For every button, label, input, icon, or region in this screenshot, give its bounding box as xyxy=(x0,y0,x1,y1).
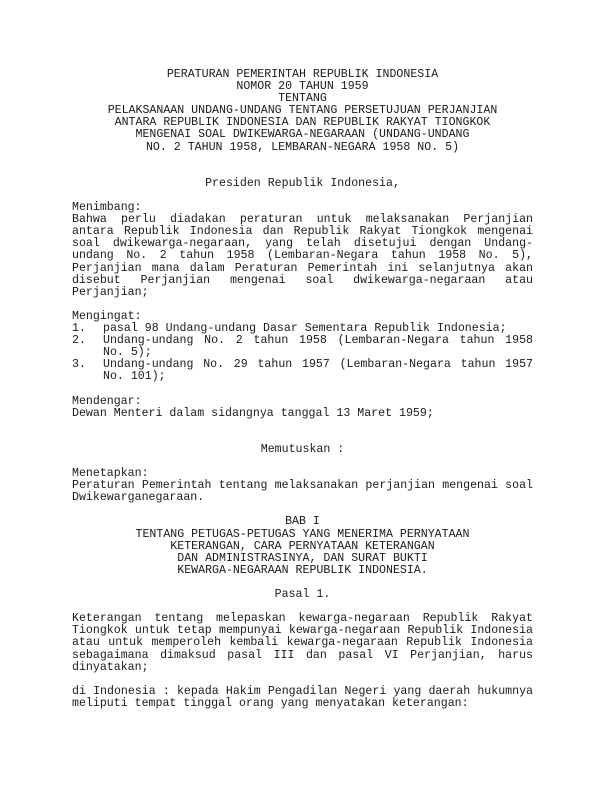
title-line: MENGENAI SOAL DWIKEWARGA-NEGARAAN (UNDANG-UNDANG xyxy=(135,128,470,142)
bab1-heading-line: BAB I xyxy=(285,515,320,529)
pasal1-text-line: sebagaimana dimaksud pasal III dan pasal VI Perjanjian, harus xyxy=(72,648,533,662)
bab1-heading-line: KEWARGA-NEGARAAN REPUBLIK INDONESIA. xyxy=(177,563,428,577)
salutation-line: Presiden Republik Indonesia, xyxy=(205,176,400,190)
list-item-line: Undang-undang No. 2 tahun 1958 (Lembaran-Negara tahun 1958 xyxy=(103,334,533,348)
list-item-number: 3. xyxy=(72,358,86,372)
menetapkan-text-line: Dwikewarganegaraan. xyxy=(72,491,205,505)
pasal1-heading: Pasal 1. xyxy=(274,588,331,602)
pasal1-text-line: atau untuk memperoleh kembali kewarga-negaraan Republik Indonesia xyxy=(72,636,533,650)
document-title xyxy=(72,69,533,154)
menimbang-label: Menimbang: xyxy=(72,201,142,215)
mengingat-label: Mengingat: xyxy=(72,309,142,323)
di-indonesia-paragraph xyxy=(72,686,533,710)
menimbang-text-line: Perjanjian; xyxy=(72,285,149,299)
pasal1-text-line: Tiongkok untuk tetap mempunyai kewarga-negaraan Republik Indonesia xyxy=(72,624,533,638)
pasal1-text-line: dinyatakan; xyxy=(72,660,149,674)
menetapkan-section xyxy=(72,468,533,504)
di-indonesia-text-line: meliputi tempat tinggal orang yang menyatakan keterangan: xyxy=(72,696,469,710)
mendengar-text-line: Dewan Menteri dalam sidangnya tanggal 13 Maret 1959; xyxy=(72,406,434,420)
title-line: PERATURAN PEMERINTAH REPUBLIK INDONESIA xyxy=(166,68,439,81)
list-item xyxy=(72,359,533,383)
pasal1-text-line: Keterangan tentang melepaskan kewarga-negaraan Republik Rakyat xyxy=(72,612,533,626)
title-line: NO. 2 TAHUN 1958, LEMBARAN-NEGARA 1958 NO. 5) xyxy=(145,140,460,154)
bab1-heading-line: DAN ADMINISTRASINYA, DAN SURAT BUKTI xyxy=(177,551,428,565)
menimbang-text-line: disebut Perjanjian mengenai soal dwikewarga-negaraan atau xyxy=(72,273,533,287)
menimbang-section xyxy=(72,202,533,299)
di-indonesia-text-line: di Indonesia : kepada Hakim Pengadilan Negeri yang daerah hukumnya xyxy=(72,684,533,698)
list-item xyxy=(72,335,533,359)
list-item-line: No. 101); xyxy=(103,370,166,384)
bab1-heading-line: TENTANG PETUGAS-PETUGAS YANG MENERIMA PERNYATAAN xyxy=(135,527,470,541)
menimbang-text-line: Perjanjian mana dalam Peraturan Pemerintah ini selanjutnya akan xyxy=(72,261,533,275)
menetapkan-label: Menetapkan: xyxy=(72,467,149,481)
list-item-line: pasal 98 Undang-undang Dasar Sementara Republik Indonesia; xyxy=(103,321,507,335)
menetapkan-text-line: Peraturan Pemerintah tentang melaksanakan perjanjian mengenai soal xyxy=(72,479,533,493)
menimbang-text-line: soal dwikewarga-negaraan, yang telah disetujui dengan Undang- xyxy=(72,237,533,251)
mendengar-label: Mendengar: xyxy=(72,394,142,408)
pasal1-paragraph xyxy=(72,613,533,673)
menimbang-text-line: Bahwa perlu diadakan peraturan untuk melaksanakan Perjanjian xyxy=(72,213,533,227)
title-line: NOMOR 20 TAHUN 1959 xyxy=(236,80,369,94)
bab1-heading xyxy=(72,516,533,576)
bab1-heading-line: KETERANGAN, CARA PERNYATAAN KETERANGAN xyxy=(170,539,435,553)
menimbang-text-line: undang No. 2 tahun 1958 (Lembaran-Negara tahun 1958 No. 5), xyxy=(72,249,533,263)
list-item-line: Undang-undang No. 29 tahun 1957 (Lembaran-Negara tahun 1957 xyxy=(103,358,533,372)
list-item-number: 1. xyxy=(72,321,86,335)
menimbang-text-line: antara Republik Indonesia dan Republik Rakyat Tiongkok mengenai xyxy=(72,225,533,239)
list-item-line: No. 5); xyxy=(103,346,152,360)
title-line: ANTARA REPUBLIK INDONESIA DAN REPUBLIK RAKYAT TIONGKOK xyxy=(114,116,491,130)
mendengar-section xyxy=(72,396,533,420)
mengingat-section xyxy=(72,311,533,384)
title-line: PELAKSANAAN UNDANG-UNDANG TENTANG PERSETUJUAN PERJANJIAN xyxy=(107,104,498,118)
memutuskan-heading: Memutuskan : xyxy=(260,442,345,456)
title-line: TENTANG xyxy=(278,92,327,106)
list-item-number: 2. xyxy=(72,334,86,348)
